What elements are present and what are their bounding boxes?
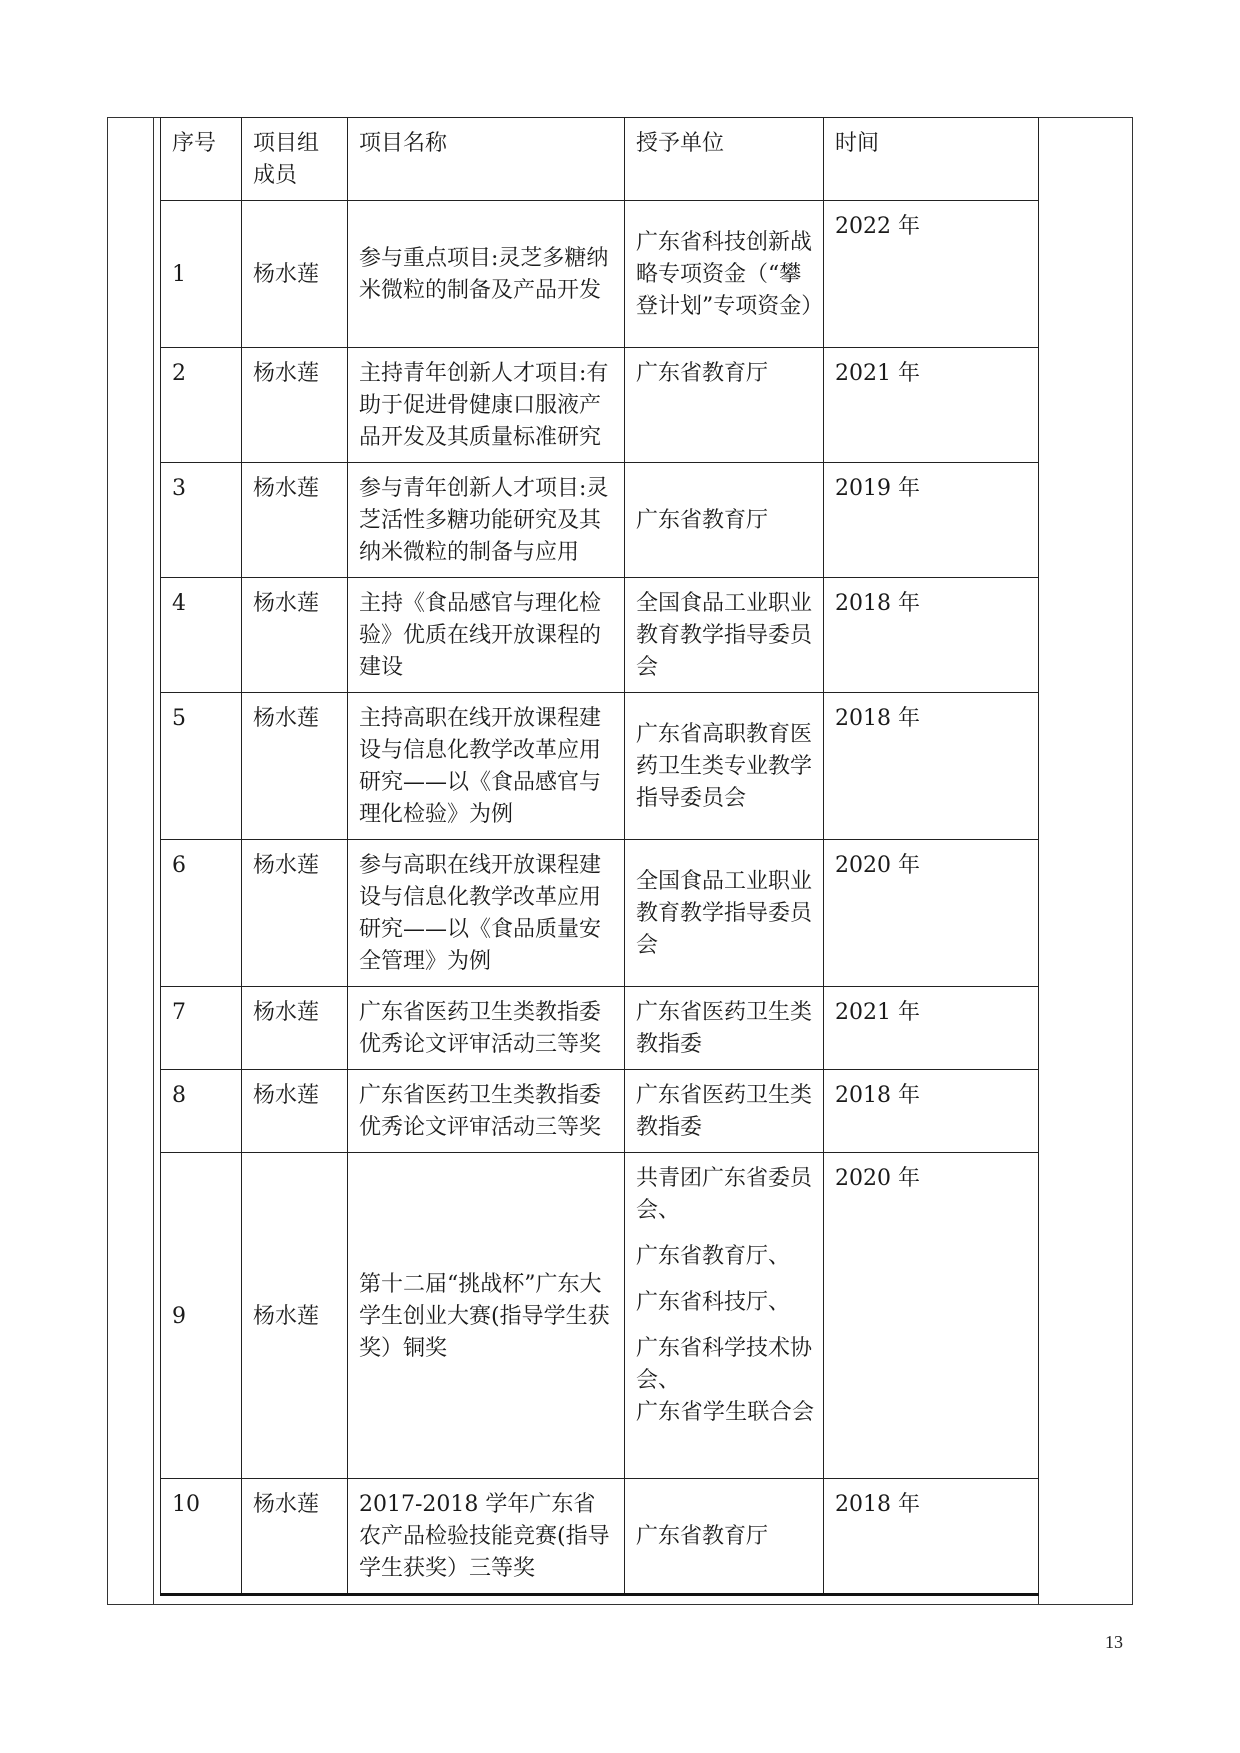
row-project-name: 主持高职在线开放课程建设与信息化教学改革应用研究——以《食品感官与理化检验》为例: [348, 693, 625, 840]
row-time: 2020 年: [824, 1153, 1039, 1479]
row-member: 杨水莲: [242, 348, 348, 463]
row-index: 4: [161, 578, 242, 693]
row-member: 杨水莲: [242, 201, 348, 348]
row-index: 2: [161, 348, 242, 463]
authority-line: 广东省学生联合会: [636, 1400, 814, 1425]
row-authority: 广东省医药卫生类教指委: [625, 987, 824, 1070]
row-time: 2021 年: [824, 987, 1039, 1070]
row-authority: 广东省教育厅: [625, 348, 824, 463]
row-project-name: 主持《食品感官与理化检验》优质在线开放课程的建设: [348, 578, 625, 693]
table-row: [161, 348, 1039, 463]
row-time: 2018 年: [824, 1479, 1039, 1595]
row-member: 杨水莲: [242, 463, 348, 578]
project-awards-table: [160, 117, 1039, 1596]
authority-line: 共青团广东省委员会、: [636, 1166, 813, 1223]
row-project-name: 第十二届“挑战杯”广东大学生创业大赛(指导学生获奖）铜奖: [348, 1153, 625, 1479]
table-row: [161, 578, 1039, 693]
header-time: 时间: [824, 118, 1039, 201]
header-members: 项目组成员: [242, 118, 348, 201]
table-row: [161, 1070, 1039, 1153]
row-index: 5: [161, 693, 242, 840]
table-row: [161, 1153, 1039, 1479]
row-time: 2018 年: [824, 1070, 1039, 1153]
table-row: [161, 693, 1039, 840]
row-authority: [625, 1153, 824, 1479]
row-project-name: 参与青年创新人才项目:灵芝活性多糖功能研究及其纳米微粒的制备与应用: [348, 463, 625, 578]
row-authority: 广东省高职教育医药卫生类专业教学指导委员会: [625, 693, 824, 840]
table-row: [161, 840, 1039, 987]
row-time: 2020 年: [824, 840, 1039, 987]
row-authority: 广东省医药卫生类教指委: [625, 1070, 824, 1153]
row-project-name: 参与重点项目:灵芝多糖纳米微粒的制备及产品开发: [348, 201, 625, 348]
row-member: 杨水莲: [242, 693, 348, 840]
row-authority: 全国食品工业职业教育教学指导委员会: [625, 840, 824, 987]
row-member: 杨水莲: [242, 1070, 348, 1153]
row-member: 杨水莲: [242, 578, 348, 693]
row-authority: 广东省科技创新战略专项资金（“攀登计划”专项资金）: [625, 201, 824, 348]
row-authority: 全国食品工业职业教育教学指导委员会: [625, 578, 824, 693]
row-index: 6: [161, 840, 242, 987]
row-project-name: 广东省医药卫生类教指委优秀论文评审活动三等奖: [348, 1070, 625, 1153]
header-project-name: 项目名称: [348, 118, 625, 201]
row-time: 2019 年: [824, 463, 1039, 578]
authority-line: 广东省科技厅、: [636, 1290, 791, 1315]
authority-line: 广东省教育厅、: [636, 1244, 791, 1269]
table-row: [161, 463, 1039, 578]
table-row: [161, 201, 1039, 348]
row-project-name: 主持青年创新人才项目:有助于促进骨健康口服液产品开发及其质量标准研究: [348, 348, 625, 463]
row-member: 杨水莲: [242, 1479, 348, 1595]
header-authority: 授予单位: [625, 118, 824, 201]
row-time: 2022 年: [824, 201, 1039, 348]
row-member: 杨水莲: [242, 987, 348, 1070]
table-row: [161, 987, 1039, 1070]
row-time: 2018 年: [824, 578, 1039, 693]
row-time: 2021 年: [824, 348, 1039, 463]
row-index: 7: [161, 987, 242, 1070]
row-index: 8: [161, 1070, 242, 1153]
row-index: 10: [161, 1479, 242, 1595]
row-project-name: 2017-2018 学年广东省农产品检验技能竞赛(指导学生获奖）三等奖: [348, 1479, 625, 1595]
header-index: 序号: [161, 118, 242, 201]
table-header-row: [161, 118, 1039, 201]
authority-line: 广东省科学技术协会、: [636, 1336, 813, 1393]
row-member: 杨水莲: [242, 1153, 348, 1479]
row-authority: 广东省教育厅: [625, 1479, 824, 1595]
frame-divider-left: [153, 117, 154, 1605]
row-index: 9: [161, 1153, 242, 1479]
row-member: 杨水莲: [242, 840, 348, 987]
row-index: 3: [161, 463, 242, 578]
row-project-name: 参与高职在线开放课程建设与信息化教学改革应用研究——以《食品质量安全管理》为例: [348, 840, 625, 987]
row-index: 1: [161, 201, 242, 348]
table-row: [161, 1479, 1039, 1595]
row-project-name: 广东省医药卫生类教指委优秀论文评审活动三等奖: [348, 987, 625, 1070]
page-number: 13: [1105, 1632, 1123, 1652]
row-authority: 广东省教育厅: [625, 463, 824, 578]
row-time: 2018 年: [824, 693, 1039, 840]
